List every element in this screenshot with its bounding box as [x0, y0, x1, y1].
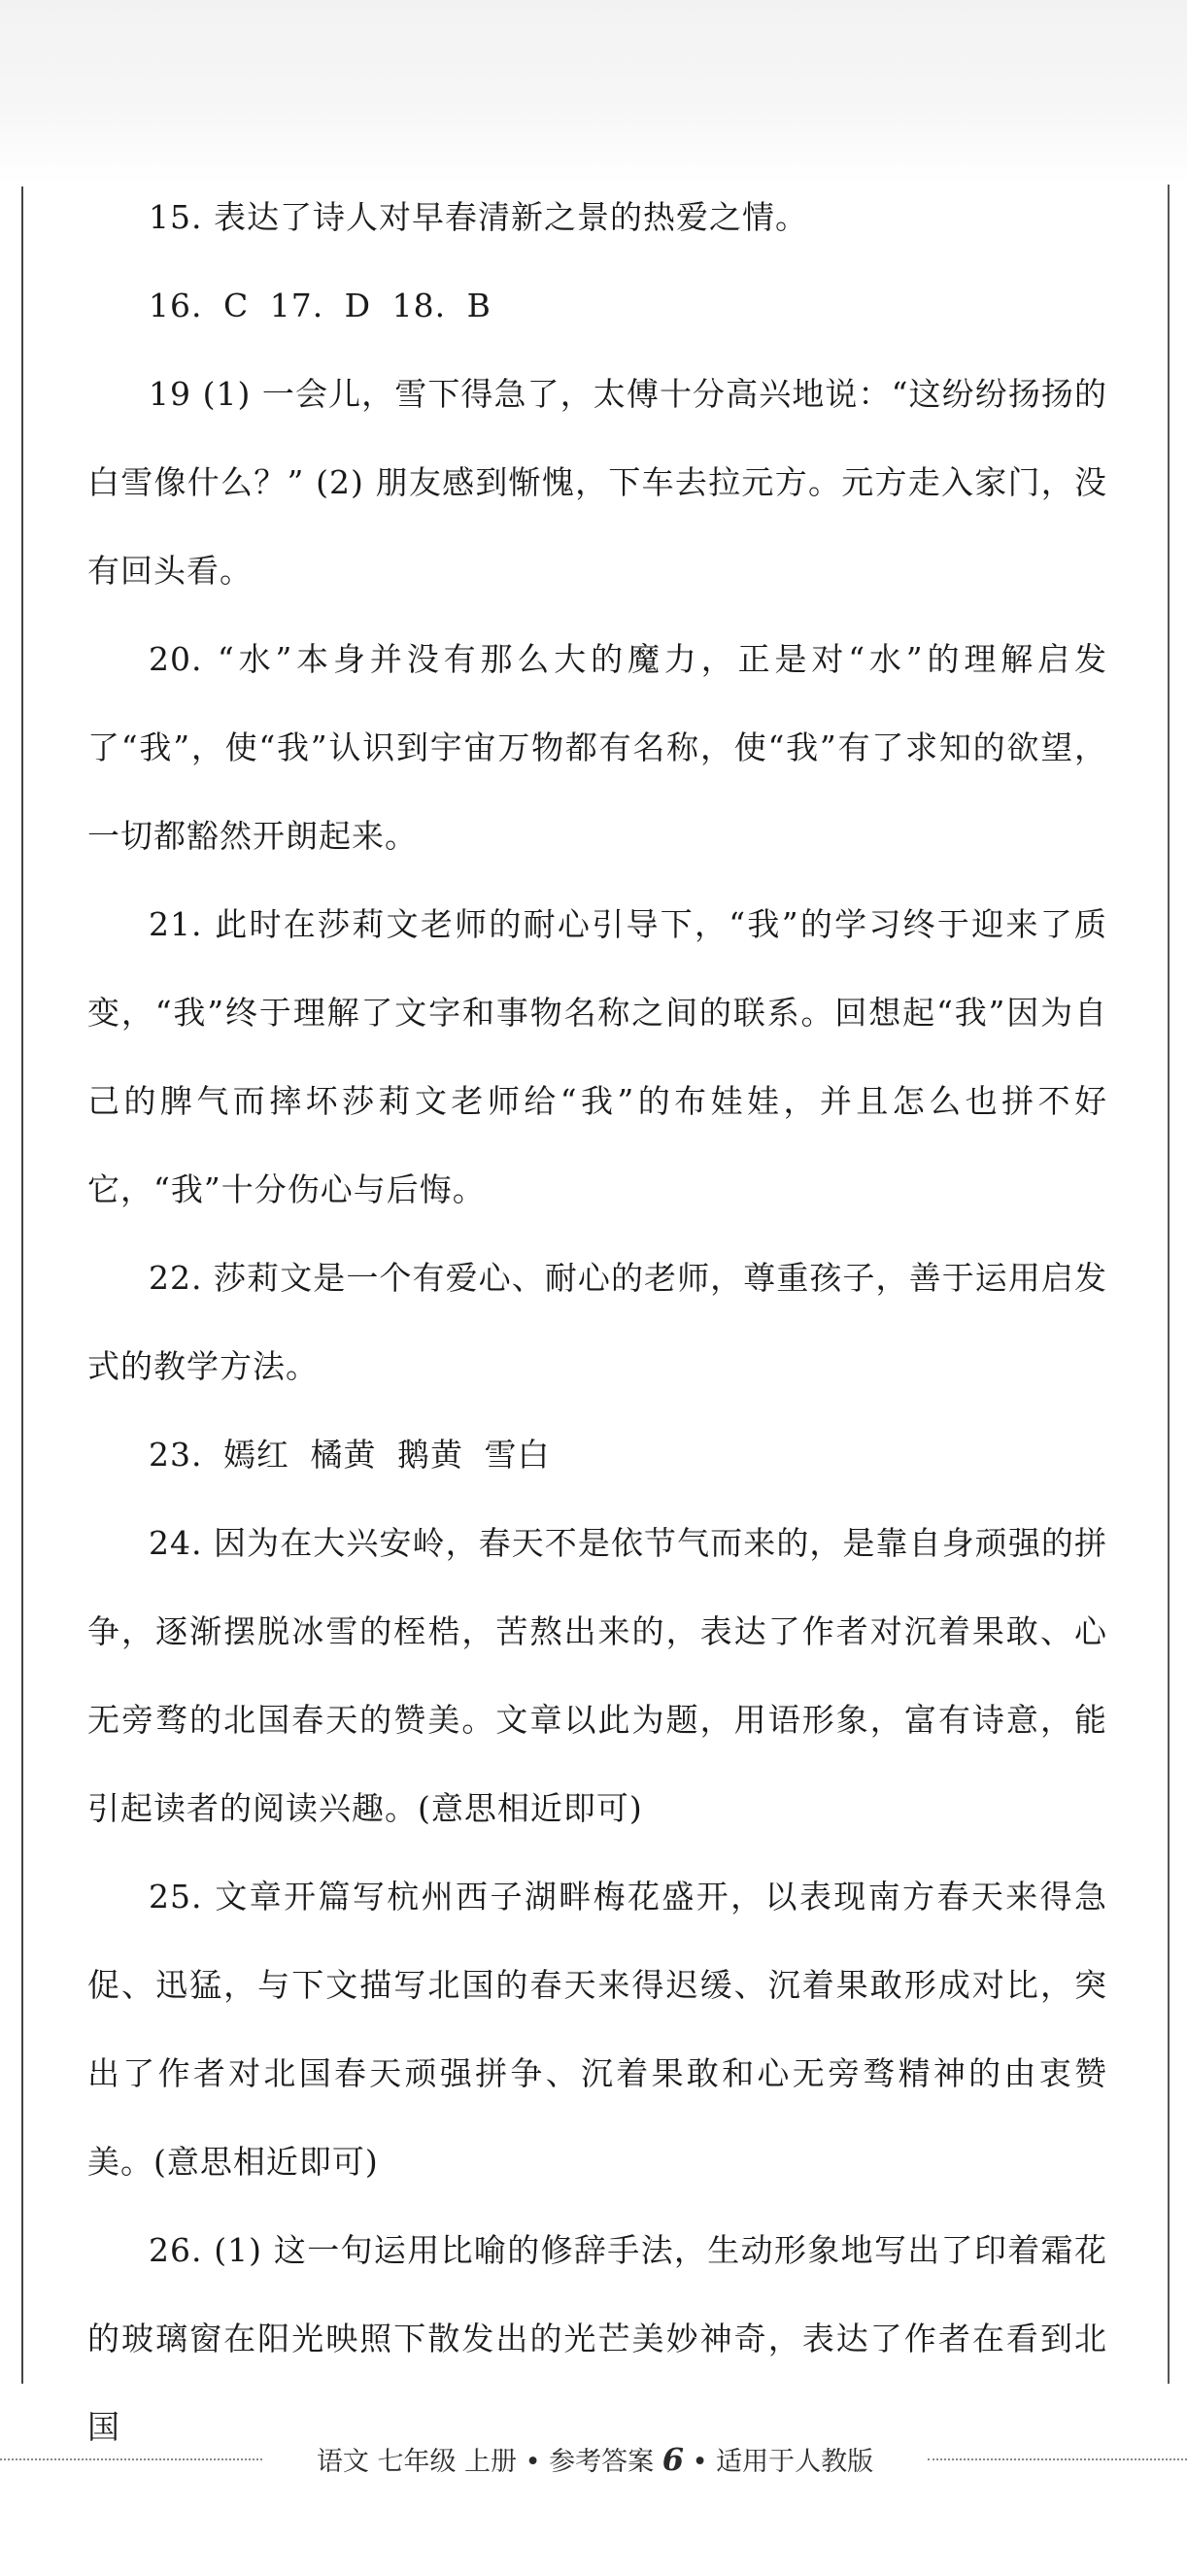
page-footer — [262, 2438, 928, 2481]
answers-16-18: 16. C 17. D 18. B — [149, 287, 492, 324]
footer-edition: • 适用于人教版 — [692, 2447, 874, 2477]
left-margin-rule — [21, 186, 23, 2384]
footer-dotted-rule-right — [928, 2458, 1187, 2460]
answer-20: 20. “水”本身并没有那么大的魔力，正是对“水”的理解启发了“我”，使“我”认识到宇宙万物都有名称，使“我”有了求知的欲望，一切都豁然开朗起来。 — [87, 640, 1107, 855]
answer-26: 26. (1) 这一句运用比喻的修辞手法，生动形象地写出了印着霜花的玻璃窗在阳光映照下散发出的光芒美妙神奇，表达了作者在看到北国 — [87, 2231, 1107, 2446]
answer-19: 19 (1) 一会儿，雪下得急了，太傅十分高兴地说：“这纷纷扬扬的白雪像什么？” (2) 朋友感到惭愧，下车去拉元方。元方走入家门，没有回头看。 — [87, 375, 1107, 590]
answer-23: 23. 嫣红 橘黄 鹅黄 雪白 — [149, 1436, 551, 1474]
page-number: 6 — [661, 2441, 684, 2478]
right-margin-rule — [1168, 185, 1170, 2384]
footer-book-info: 语文 七年级 上册 • 参考答案 — [316, 2447, 655, 2477]
answer-25: 25. 文章开篇写杭州西子湖畔梅花盛开，以表现南方春天来得急促、迅猛，与下文描写北国的春天来得迟缓、沉着果敢形成对比，突出了作者对北国春天顽强拼争、沉着果敢和心无旁骛精神的由衷赞美。(意思相近即可) — [87, 1878, 1107, 2181]
answer-22: 22. 莎莉文是一个有爱心、耐心的老师，尊重孩子，善于运用启发式的教学方法。 — [87, 1259, 1107, 1385]
footer-dotted-rule-left — [0, 2458, 262, 2460]
answer-content — [87, 173, 1107, 2471]
scan-top-shade — [0, 0, 1187, 185]
answer-21: 21. 此时在莎莉文老师的耐心引导下，“我”的学习终于迎来了质变，“我”终于理解了文字和事物名称之间的联系。回想起“我”因为自己的脾气而摔坏莎莉文老师给“我”的布娃娃，并且怎么也拼不好它，“我”十分伤心与后悔。 — [87, 905, 1107, 1208]
answer-24: 24. 因为在大兴安岭，春天不是依节气而来的，是靠自身顽强的拼争，逐渐摆脱冰雪的桎梏，苦熬出来的，表达了作者对沉着果敢、心无旁骛的北国春天的赞美。文章以此为题，用语形象，富有诗意，能引起读者的阅读兴趣。(意思相近即可) — [87, 1524, 1107, 1827]
answer-15: 15. 表达了诗人对早春清新之景的热爱之情。 — [149, 198, 808, 236]
